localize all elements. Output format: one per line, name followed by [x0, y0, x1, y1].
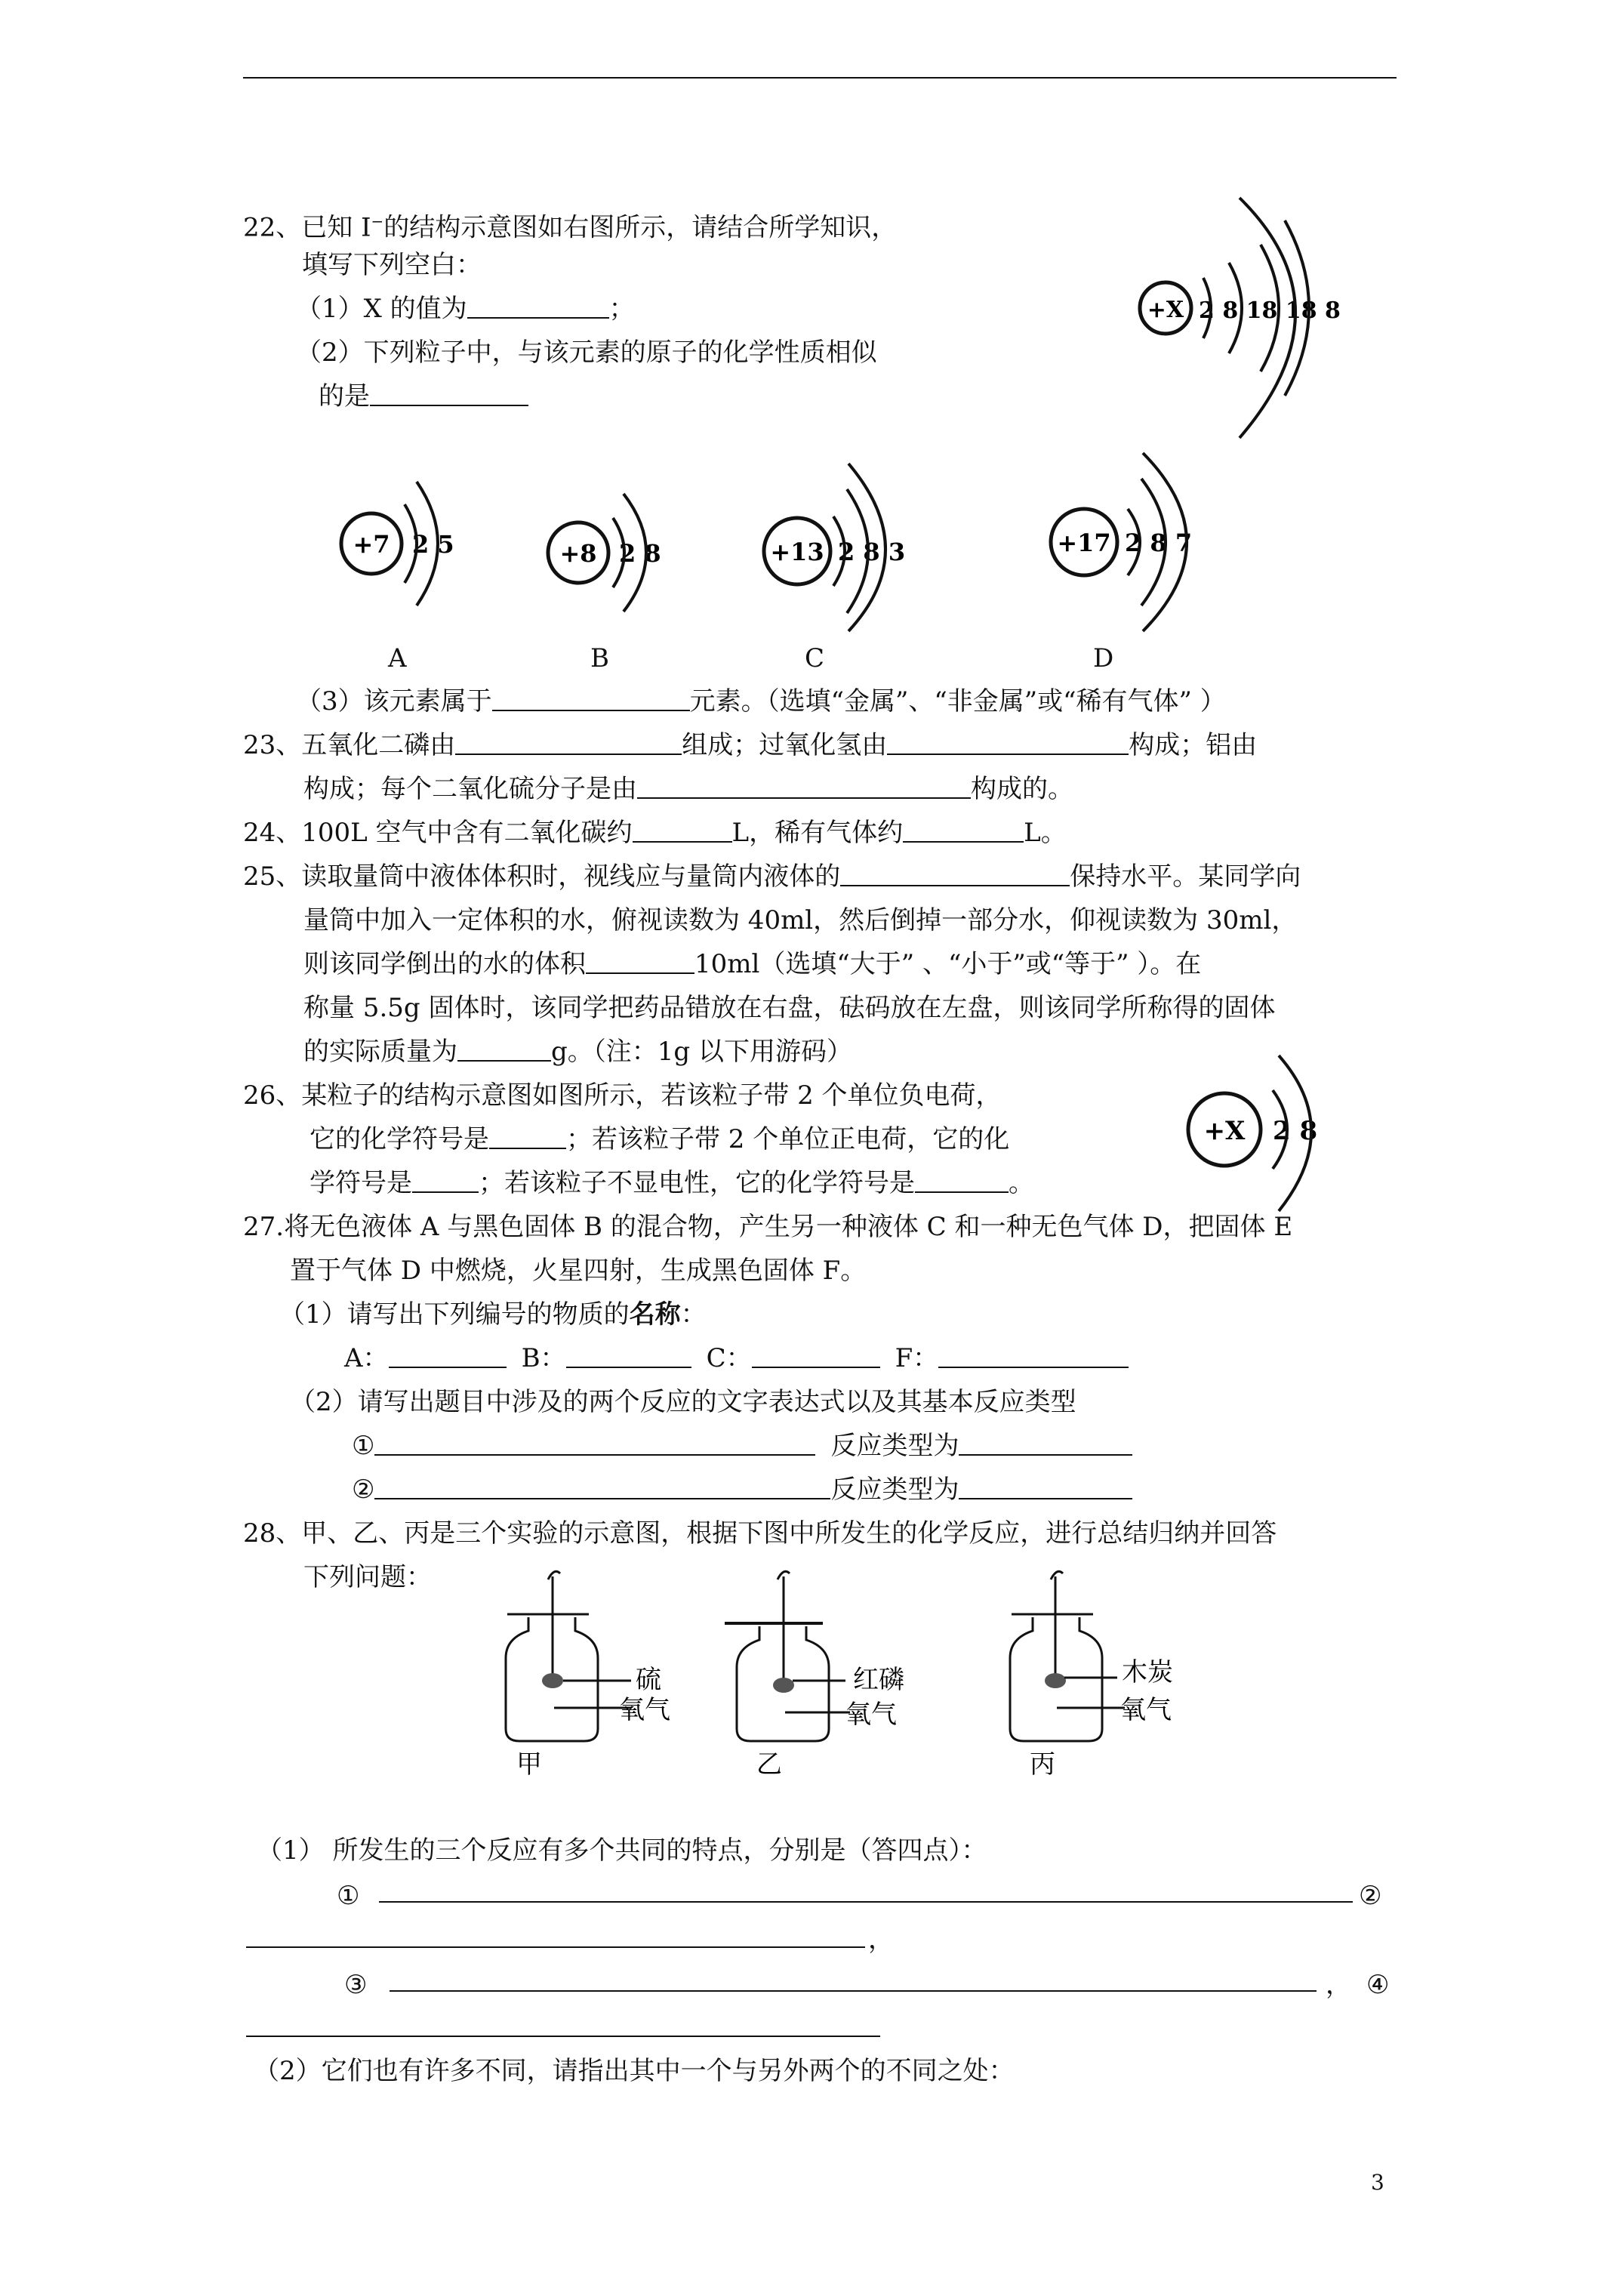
q27-line2: 置于气体 D 中燃烧，火星四射，生成黑色固体 F。 — [290, 1256, 867, 1286]
svg-text:+7: +7 — [353, 530, 390, 559]
q28-line2: 下列问题： — [303, 1562, 432, 1592]
svg-text:+8: +8 — [559, 539, 597, 568]
q26-line3: 学符号是 ；若该粒子不显电性，它的化学符号是 。 — [310, 1161, 1034, 1205]
answer-blank[interactable] — [915, 1166, 1009, 1193]
svg-text:2 8 7: 2 8 7 — [1125, 529, 1193, 557]
main-shells: 2 8 18 18 8 — [1199, 297, 1341, 324]
q25-line2: 量筒中加入一定体积的水，俯视读数为 40ml，然后倒掉一部分水，仰视读数为 30ml， — [303, 905, 1298, 935]
q27-part2: （2）请写出题目中涉及的两个反应的文字表达式以及其基本反应类型 — [290, 1387, 1076, 1417]
q22-part2: （2）下列粒子中，与该元素的原子的化学性质相似 — [296, 337, 877, 368]
q25-line1: 25、读取量筒中液体体积时，视线应与量筒内液体的 保持水平。某同学向 — [243, 855, 1301, 898]
q25-line3: 则该同学倒出的水的体积 10ml（选填“大于” 、“小于”或“等于” ）。在 — [303, 942, 1201, 986]
q22-part2b: 的是 — [319, 374, 528, 418]
q27-line1: 27.将无色液体 A 与黑色固体 B 的混合物，产生另一种液体 C 和一种无色气体 D，把固体 E — [243, 1212, 1293, 1242]
atom-C — [755, 453, 936, 634]
q28-comma1: ， — [868, 1925, 894, 1955]
q26-line1: 26、某粒子的结构示意图如图所示，若该粒子带 2 个单位负电荷， — [243, 1080, 1002, 1111]
svg-text:硫: 硫 — [636, 1665, 661, 1695]
atom-D — [1042, 448, 1246, 637]
answer-line[interactable] — [246, 1946, 865, 1948]
answer-blank[interactable] — [370, 379, 528, 406]
answer-blank[interactable] — [457, 1034, 551, 1062]
q24-line: 24、100L 空气中含有二氧化碳约 L，稀有气体约 L。 — [243, 811, 1067, 855]
q28-line1: 28、甲、乙、丙是三个实验的示意图，根据下图中所发生的化学反应，进行总结归纳并回答 — [243, 1518, 1277, 1549]
atom-label-C: C — [805, 643, 825, 673]
q28-point1: ① — [337, 1881, 360, 1911]
answer-blank[interactable] — [566, 1341, 691, 1368]
jar-yi — [717, 1567, 951, 1786]
answer-line[interactable] — [379, 1901, 1353, 1903]
answer-blank[interactable] — [489, 1122, 566, 1149]
answer-blank[interactable] — [637, 772, 971, 799]
atom-B — [539, 485, 690, 628]
svg-text:+17: +17 — [1057, 529, 1111, 557]
answer-blank[interactable] — [412, 1166, 479, 1193]
svg-text:丙: 丙 — [1030, 1749, 1055, 1780]
svg-text:红磷: 红磷 — [853, 1665, 904, 1695]
answer-blank[interactable] — [903, 815, 1024, 843]
q27-names: A： B： C： F： — [344, 1336, 1129, 1380]
svg-text:氧气: 氧气 — [845, 1700, 897, 1730]
q22-part3: （3）该元素属于 元素。（选填“金属”、“非金属”或“稀有气体” ） — [296, 680, 1226, 723]
svg-text:+13: +13 — [770, 538, 824, 566]
q27-part1: （1）请写出下列编号的物质的名称： — [279, 1299, 707, 1330]
answer-blank[interactable] — [840, 859, 1070, 886]
q28-part1: （1） 所发生的三个反应有多个共同的特点，分别是（答四点）： — [257, 1835, 987, 1866]
answer-blank[interactable] — [374, 1428, 815, 1456]
answer-blank[interactable] — [752, 1341, 880, 1368]
answer-blank[interactable] — [455, 728, 682, 755]
svg-text:+X: +X — [1203, 1116, 1246, 1146]
atom-label-D: D — [1093, 643, 1114, 673]
jar-bing — [996, 1567, 1223, 1786]
svg-text:2 8 3: 2 8 3 — [838, 538, 906, 566]
svg-text:乙: 乙 — [756, 1749, 782, 1780]
answer-blank[interactable] — [959, 1428, 1132, 1456]
q28-point2: ② — [1359, 1881, 1382, 1911]
q23-line1: 23、五氧化二磷由 组成；过氧化氢由 构成；铝由 — [243, 723, 1257, 767]
answer-blank[interactable] — [586, 947, 694, 974]
q22-line2: 填写下列空白： — [302, 250, 482, 280]
atom-label-A: A — [388, 643, 407, 673]
svg-text:2 8: 2 8 — [1273, 1116, 1318, 1146]
q28-part2: （2）它们也有许多不同，请指出其中一个与另外两个的不同之处： — [254, 2056, 1015, 2086]
q28-comma2: ， — [1326, 1970, 1351, 2000]
svg-text:氧气: 氧气 — [1120, 1695, 1172, 1725]
q27-reaction1: ① 反应类型为 — [352, 1424, 1132, 1468]
q23-line2: 构成；每个二氧化硫分子是由 构成的。 — [303, 767, 1073, 811]
answer-blank[interactable] — [938, 1341, 1129, 1368]
header-rule — [243, 77, 1397, 79]
q25-line4: 称量 5.5g 固体时，该同学把药品错放在右盘，砝码放在左盘，则该同学所称得的固体 — [303, 993, 1276, 1023]
atom-A — [332, 468, 483, 619]
answer-blank[interactable] — [887, 728, 1129, 755]
answer-line[interactable] — [390, 1990, 1317, 1992]
svg-text:2 5: 2 5 — [412, 530, 454, 559]
answer-blank[interactable] — [374, 1472, 830, 1499]
svg-text:2 8: 2 8 — [619, 539, 661, 568]
answer-blank[interactable] — [389, 1341, 507, 1368]
iodide-structure-diagram — [1125, 189, 1351, 449]
svg-text:氧气: 氧气 — [619, 1695, 670, 1725]
q22-part1: （1）X 的值为 ； — [296, 287, 635, 331]
main-nucleus: +X — [1147, 297, 1184, 323]
answer-line[interactable] — [246, 2036, 880, 2037]
answer-blank[interactable] — [467, 291, 609, 319]
q27-reaction2: ② 反应类型为 — [352, 1468, 1132, 1512]
answer-blank[interactable] — [633, 815, 732, 843]
q28-point3: ③ — [344, 1970, 368, 2000]
jar-jia — [498, 1567, 725, 1786]
q28-point4: ④ — [1366, 1970, 1390, 2000]
answer-blank[interactable] — [959, 1472, 1132, 1499]
q26-line2: 它的化学符号是 ；若该粒子带 2 个单位正电荷，它的化 — [310, 1117, 1009, 1161]
svg-text:木炭: 木炭 — [1122, 1657, 1173, 1687]
q22-stem: 22、已知 I−的结构示意图如右图所示，请结合所学知识， — [243, 212, 898, 243]
page-number: 3 — [1371, 2170, 1384, 2195]
svg-text:甲: 甲 — [516, 1749, 542, 1780]
q25-line5: 的实际质量为 g。（注：1g 以下用游码） — [303, 1030, 852, 1074]
atom-label-B: B — [590, 643, 609, 673]
answer-blank[interactable] — [492, 684, 690, 711]
q26-particle-diagram — [1178, 1051, 1344, 1225]
